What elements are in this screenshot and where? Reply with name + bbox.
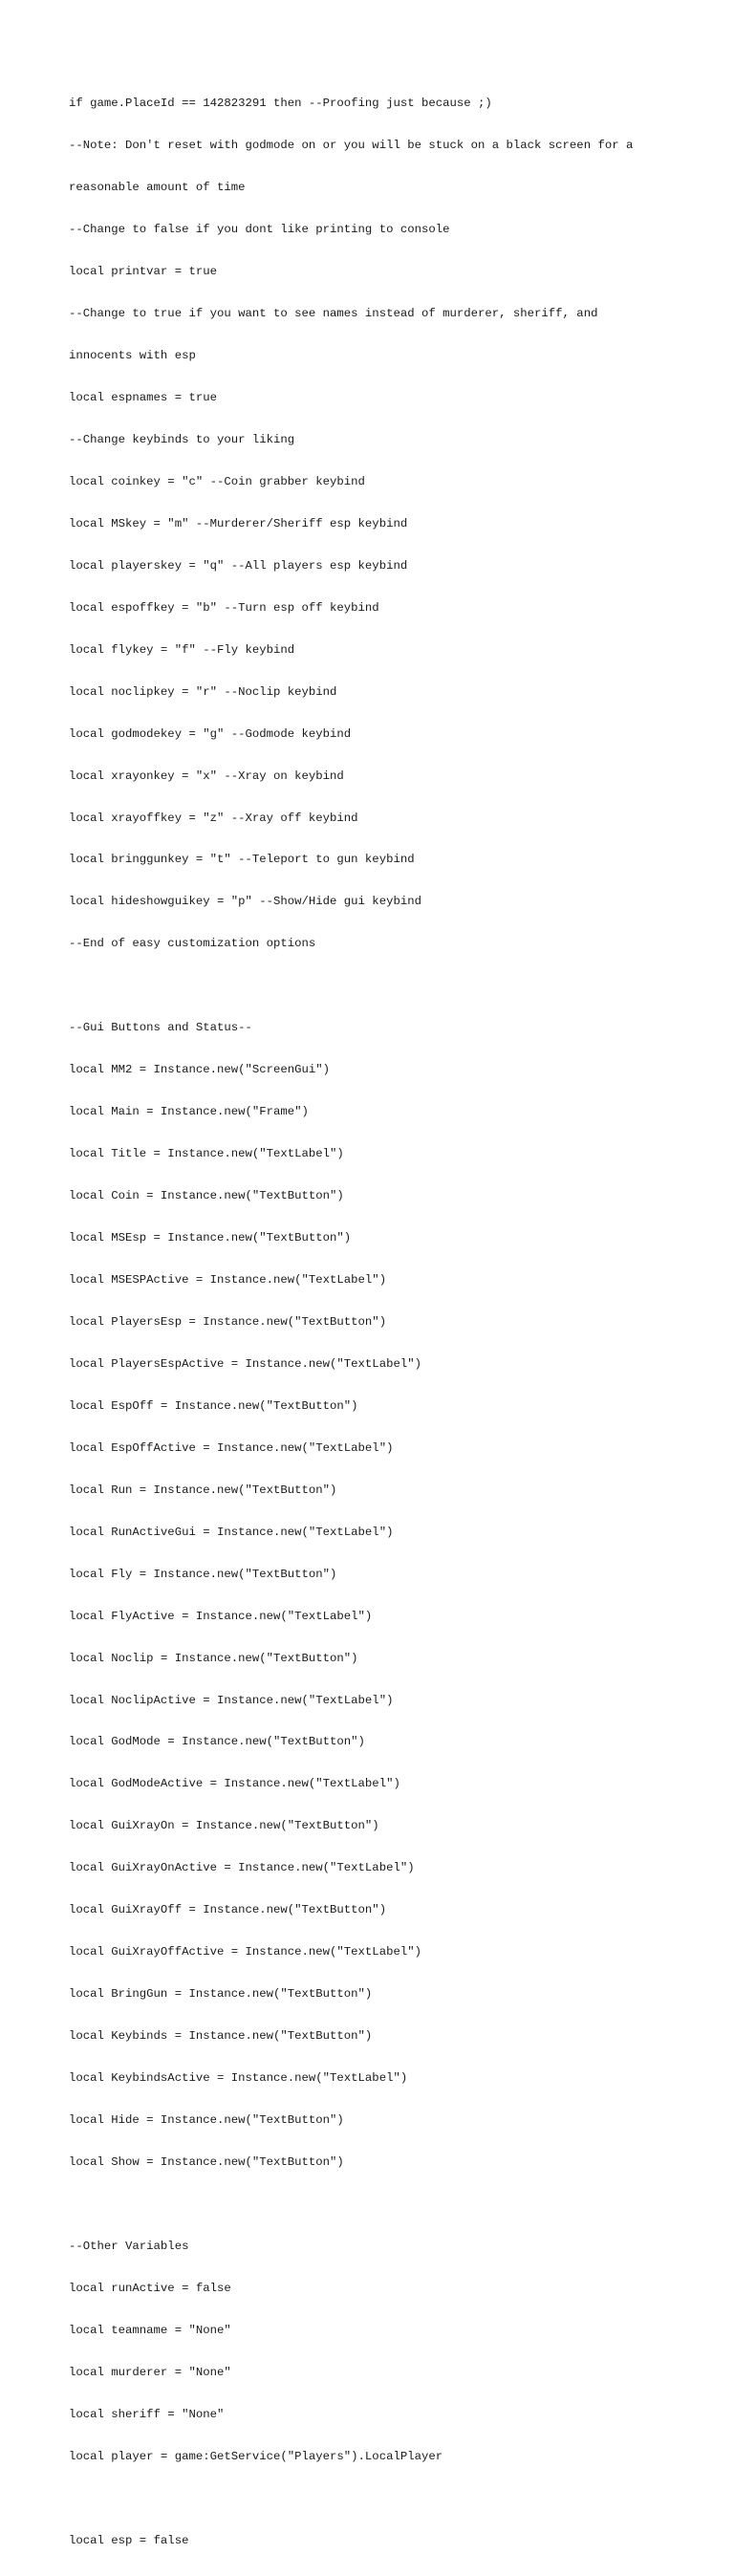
code-line: local NoclipActive = Instance.new("TextLabel") — [69, 1693, 394, 1707]
code-line: local BringGun = Instance.new("TextButton") — [69, 1987, 373, 2002]
code-line: --End of easy customization options — [69, 937, 316, 951]
code-line: local xrayoffkey = "z" --Xray off keybind — [69, 811, 358, 825]
code-line: local Keybinds = Instance.new("TextButton") — [69, 2029, 373, 2044]
code-block — [69, 69, 680, 2576]
code-line: local noclipkey = "r" --Noclip keybind — [69, 684, 337, 699]
code-line: --Other Variables — [69, 2239, 189, 2253]
code-line: local MM2 = Instance.new("ScreenGui") — [69, 1063, 331, 1077]
code-line: local Main = Instance.new("Frame") — [69, 1105, 309, 1119]
blank-line — [69, 2197, 680, 2212]
code-line: local godmodekey = "g" --Godmode keybind — [69, 726, 352, 741]
code-line: local GuiXrayOnActive = Instance.new("TextLabel") — [69, 1861, 415, 1875]
code-line: local EspOff = Instance.new("TextButton") — [69, 1398, 358, 1413]
code-line: local GuiXrayOn = Instance.new("TextButton") — [69, 1819, 379, 1833]
code-line: local Coin = Instance.new("TextButton") — [69, 1189, 344, 1203]
code-line: local espoffkey = "b" --Turn esp off keybind — [69, 600, 379, 615]
code-line: local MSESPActive = Instance.new("TextLabel") — [69, 1273, 387, 1287]
code-line: local bringgunkey = "t" --Teleport to gun keybind — [69, 853, 415, 867]
code-line: local GodModeActive = Instance.new("TextLabel") — [69, 1777, 400, 1791]
code-line: local printvar = true — [69, 265, 217, 279]
code-line: local Hide = Instance.new("TextButton") — [69, 2113, 344, 2128]
code-line: local Run = Instance.new("TextButton") — [69, 1483, 337, 1497]
code-line: local Show = Instance.new("TextButton") — [69, 2155, 344, 2170]
code-line: --Change to true if you want to see names instead of murderer, sheriff, and — [69, 307, 598, 321]
code-line: if game.PlaceId == 142823291 then --Proofing just because ;) — [69, 97, 492, 111]
code-line: reasonable amount of time — [69, 181, 246, 195]
code-line: local GuiXrayOff = Instance.new("TextButton") — [69, 1903, 387, 1917]
code-line: local flykey = "f" --Fly keybind — [69, 642, 295, 657]
blank-line — [69, 2492, 680, 2506]
code-line: --Note: Don't reset with godmode on or you will be stuck on a black screen for a — [69, 139, 634, 153]
code-line: local Fly = Instance.new("TextButton") — [69, 1567, 337, 1581]
code-line: local player = game:GetService("Players").LocalPlayer — [69, 2449, 443, 2463]
blank-line — [69, 979, 680, 993]
code-line: local esp = false — [69, 2533, 189, 2547]
code-line: local GuiXrayOffActive = Instance.new("TextLabel") — [69, 1945, 421, 1959]
code-line: --Change keybinds to your liking — [69, 432, 295, 446]
code-line: --Change to false if you dont like printing to console — [69, 223, 450, 237]
code-line: local GodMode = Instance.new("TextButton") — [69, 1735, 365, 1749]
code-line: local PlayersEsp = Instance.new("TextButton") — [69, 1314, 387, 1329]
code-line: local FlyActive = Instance.new("TextLabel") — [69, 1609, 373, 1623]
code-line: local MSkey = "m" --Murderer/Sheriff esp keybind — [69, 516, 408, 530]
code-line: innocents with esp — [69, 349, 196, 363]
code-line: local playerskey = "q" --All players esp keybind — [69, 558, 408, 573]
code-line: local RunActiveGui = Instance.new("TextLabel") — [69, 1525, 394, 1539]
code-line: --Gui Buttons and Status-- — [69, 1021, 252, 1035]
code-line: local coinkey = "c" --Coin grabber keybind — [69, 474, 365, 488]
code-line: local Title = Instance.new("TextLabel") — [69, 1147, 344, 1161]
code-line: local xrayonkey = "x" --Xray on keybind — [69, 768, 344, 783]
code-line: local Noclip = Instance.new("TextButton") — [69, 1651, 358, 1665]
code-line: local KeybindsActive = Instance.new("TextLabel") — [69, 2071, 408, 2086]
code-line: local murderer = "None" — [69, 2365, 231, 2379]
code-line: local sheriff = "None" — [69, 2407, 225, 2421]
code-line: local espnames = true — [69, 390, 217, 404]
code-line: local EspOffActive = Instance.new("TextLabel") — [69, 1440, 394, 1455]
code-line: local PlayersEspActive = Instance.new("TextLabel") — [69, 1356, 421, 1371]
code-line: local runActive = false — [69, 2281, 231, 2295]
code-line: local MSEsp = Instance.new("TextButton") — [69, 1231, 352, 1245]
code-line: local teamname = "None" — [69, 2323, 231, 2337]
code-line: local hideshowguikey = "p" --Show/Hide gui keybind — [69, 895, 421, 909]
